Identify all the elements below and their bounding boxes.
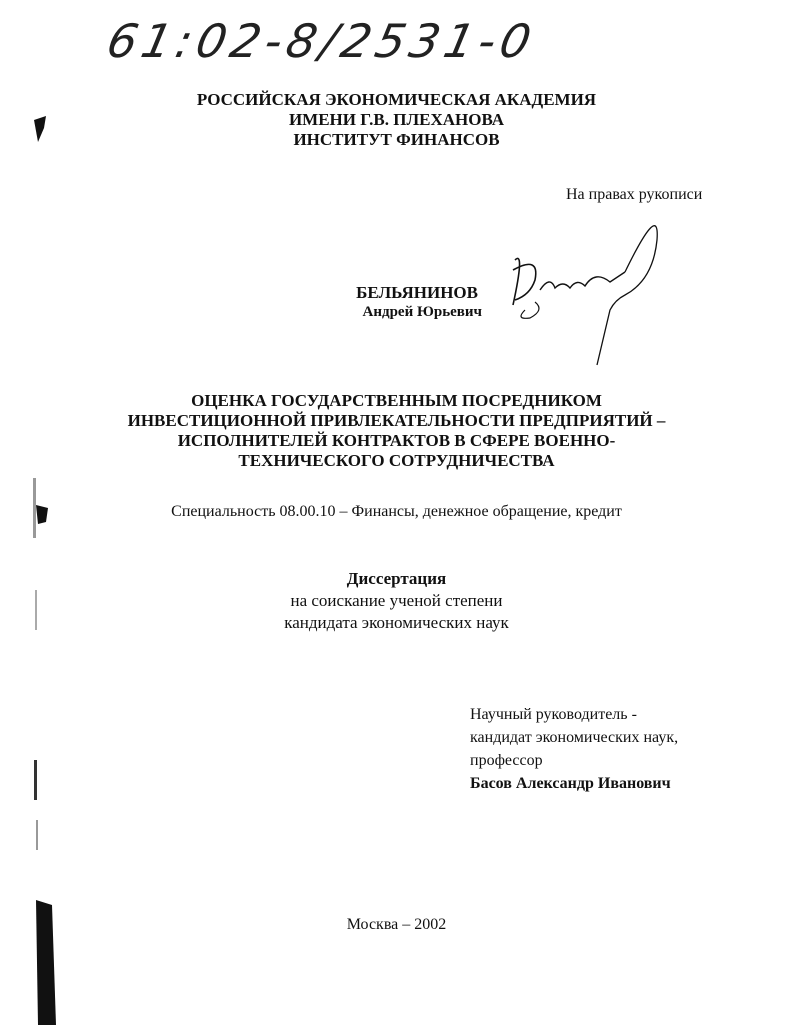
archive-code-handwritten: 61:02-8/2531-0: [102, 14, 541, 68]
supervisor-block: [470, 703, 678, 795]
author-surname: БЕЛЬЯНИНОВ: [356, 283, 478, 302]
institution-line-1: РОССИЙСКАЯ ЭКОНОМИЧЕСКАЯ АКАДЕМИЯ: [196, 90, 597, 109]
supervisor-name: Басов Александр Иванович: [470, 775, 671, 792]
margin-mark: [36, 820, 38, 850]
specialty-line: Специальность 08.00.10 – Финансы, денежное обращение, кредит: [171, 503, 622, 520]
supervisor-rank: профессор: [470, 752, 543, 769]
dissertation-degree-line-1: на соискание ученой степени: [290, 591, 503, 610]
author-signature: [485, 210, 685, 370]
title-line-1: ОЦЕНКА ГОСУДАРСТВЕННЫМ ПОСРЕДНИКОМ: [191, 391, 602, 410]
supervisor-role: Научный руководитель -: [470, 706, 637, 723]
dissertation-block: [0, 568, 793, 634]
institution-line-2: ИМЕНИ Г.В. ПЛЕХАНОВА: [288, 110, 505, 129]
dissertation-degree-line-2: кандидата экономических наук: [284, 613, 509, 632]
supervisor-degree: кандидат экономических наук,: [470, 729, 679, 746]
title-line-4: ТЕХНИЧЕСКОГО СОТРУДНИЧЕСТВА: [238, 451, 555, 470]
rights-note: На правах рукописи: [566, 186, 703, 203]
institution-line-3: ИНСТИТУТ ФИНАНСОВ: [293, 130, 500, 149]
title-line-2: ИНВЕСТИЦИОННОЙ ПРИВЛЕКАТЕЛЬНОСТИ ПРЕДПРИЯТИЙ –: [127, 411, 666, 430]
title-line-3: ИСПОЛНИТЕЛЕЙ КОНТРАКТОВ В СФЕРЕ ВОЕННО-: [177, 431, 616, 450]
institution-block: [0, 90, 793, 150]
place-year: Москва – 2002: [346, 916, 447, 933]
author-given-names: Андрей Юрьевич: [362, 304, 482, 320]
margin-mark: [34, 760, 37, 800]
dissertation-title: [0, 391, 793, 471]
dissertation-type: Диссертация: [346, 569, 447, 588]
